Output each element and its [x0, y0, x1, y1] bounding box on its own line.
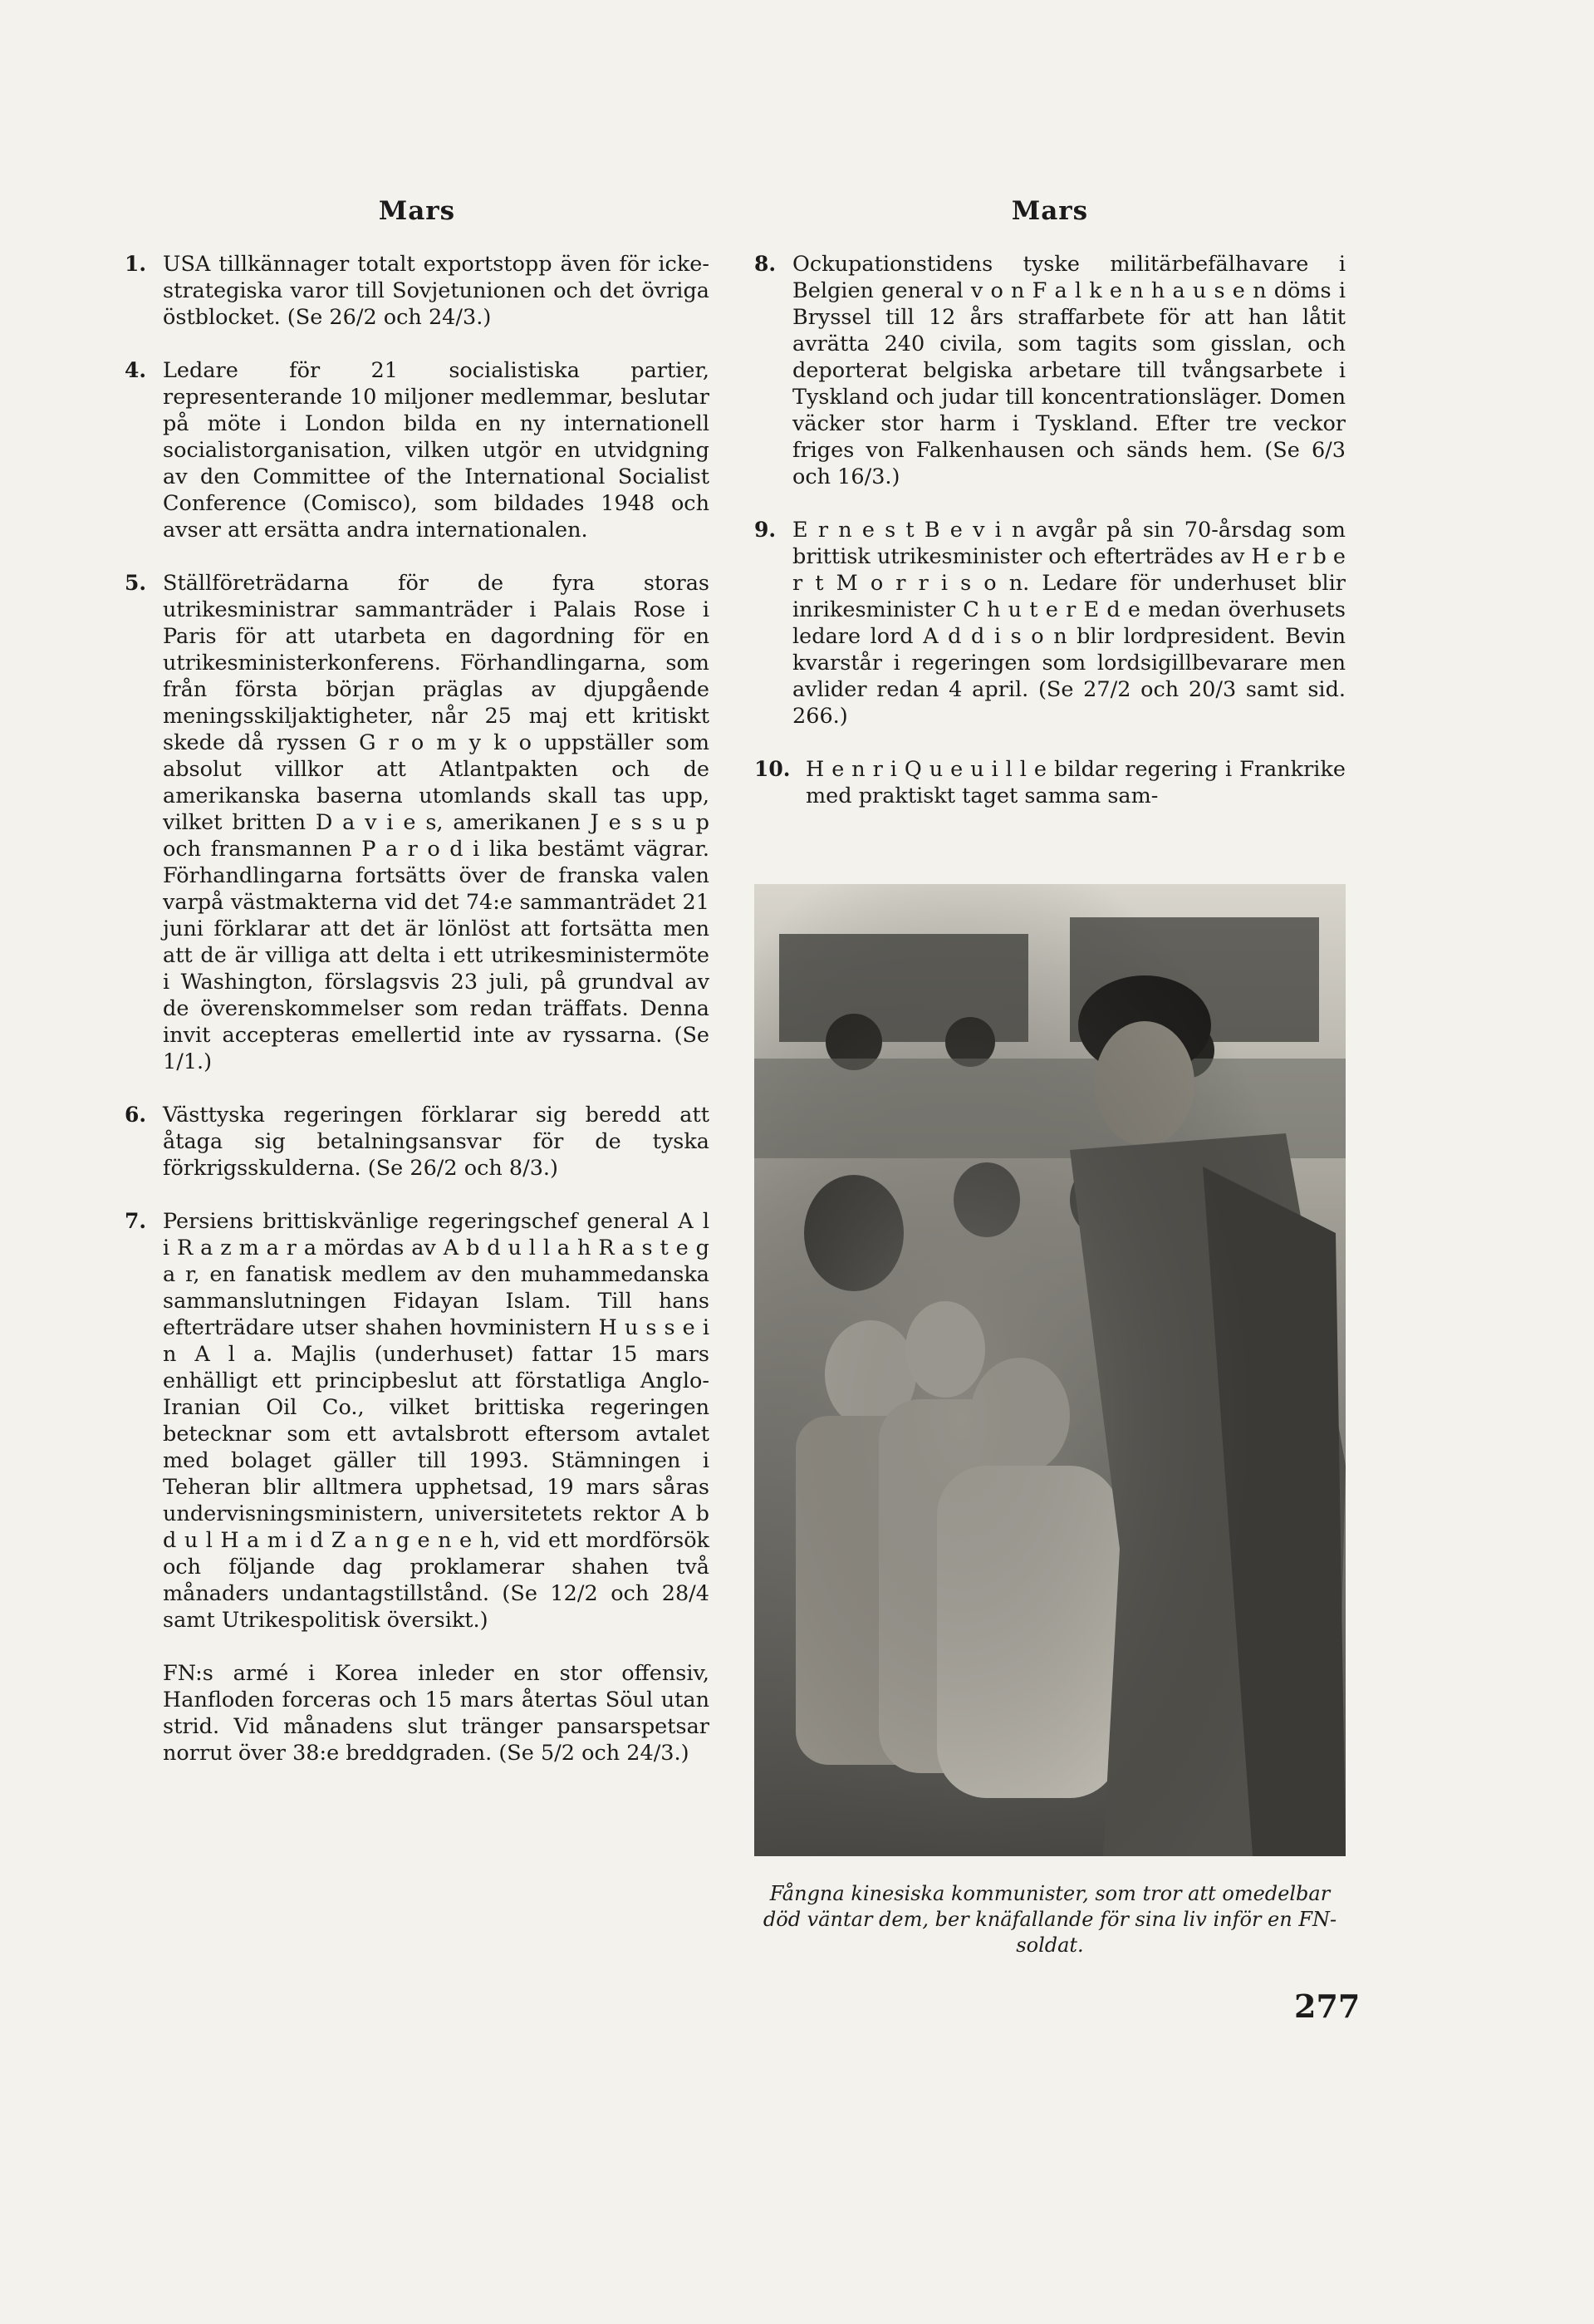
entry-text: Ställföreträdarna för de fyra storas utrikesministrar sammanträder i Palais Rose i Paris för att utarbeta en dagordning för en utrikesministerkonferens. Förhandlingarna, som från första början präglas av djupgående meningsskiljaktigheter, når 25 maj ett kritiskt skede då ryssen G r o m y k o uppställer som absolut villkor att Atlantpakten och de amerikanska baserna utomlands skall tas upp, vilket britten D a v i e s, amerikanen J e s s u p och fransmannen P a r o d i lika bestämt vägrar. Förhandlingarna fortsätts över de franska valen varpå västmakterna vid det 74:e sammanträdet 21 juni förklarar att det är lönlöst att fortsätta men att de är villiga att delta i ett utrikesministermöte i Washington, förslagsvis 23 juli, på grundval av de överenskommelser som redan träffats. Denna invit accepteras emellertid inte av ryssarna. (Se 1/1.)	[163, 571, 709, 1074]
entry-text: FN:s armé i Korea inleder en stor offensiv, Hanfloden forceras och 15 mars återtas Söul utan strid. Vid månadens slut tränger pansarspetsar norrut över 38:e breddgraden. (Se 5/2 och 24/3.)	[163, 1661, 709, 1766]
entry-date: 7.	[125, 1209, 147, 1233]
month-heading-left: Mars	[378, 196, 456, 226]
entry-text: Västtyska regeringen förklarar sig beredd att åtaga sig betalningsansvar för de tyska förkrigsskulderna. (Se 26/2 och 8/3.)	[163, 1103, 709, 1181]
chronicle-entry	[754, 251, 1346, 490]
month-heading-right: Mars	[1011, 196, 1089, 226]
chronicle-entry	[125, 251, 709, 331]
entry-date: 5.	[125, 571, 147, 595]
entry-text: H e n r i Q u e u i l l e bildar regering i Frankrike med praktiskt taget samma sam-	[806, 757, 1346, 808]
chronicle-entry	[125, 1208, 709, 1634]
photo-figure	[754, 884, 1346, 1958]
entry-date: 4.	[125, 358, 147, 382]
entry-date: 6.	[125, 1103, 147, 1127]
chronicle-entry	[754, 756, 1346, 809]
entry-text: Persiens brittiskvänlige regeringschef general A l i R a z m a r a mördas av A b d u l l a h R a s t e g a r, en fanatisk medlem av den muhammedanska sammanslutningen Fidayan Islam. Till hans efterträdare utser shahen hovministern H u s s e i n A l a. Majlis (underhuset) fattar 15 mars enhälligt ett principbeslut att förstatliga Anglo-Iranian Oil Co., vilket brittiska regeringen betecknar som ett avtalsbrott eftersom avtalet med bolaget gäller till 1993. Stämningen i Teheran blir alltmera upphetsad, 19 mars såras undervisningsministern, universitetets rektor A b d u l H a m i d Z a n g e n e h, vid ett mordförsök och följande dag proklamerar shahen två månaders undantagstillstånd. (Se 12/2 och 28/4 samt Utrikespolitisk översikt.)	[163, 1209, 709, 1633]
right-column	[754, 196, 1346, 836]
entry-text: Ledare för 21 socialistiska partier, representerande 10 miljoner medlemmar, beslutar på möte i London bilda en ny internationell socialistorganisation, vilken utgör en utvidgning av den Committee of the International Socialist Conference (Comisco), som bildades 1948 och avser att ersätta andra internationalen.	[163, 358, 709, 543]
entry-date: 10.	[754, 757, 791, 781]
war-photograph	[754, 884, 1346, 1856]
chronicle-entry	[125, 1102, 709, 1182]
entry-date: 9.	[754, 518, 777, 542]
entry-text: E r n e s t B e v i n avgår på sin 70-årsdag som brittisk utrikesminister och efterträdes av H e r b e r t M o r r i s o n. Ledare för underhuset blir inrikesminister C h u t e r E d e medan överhusets ledare lord A d d i s o n blir lordpresident. Bevin kvarstår i regeringen som lordsigillbevarare men avlider redan 4 april. (Se 27/2 och 20/3 samt sid. 266.)	[792, 518, 1346, 729]
chronicle-entry	[125, 570, 709, 1075]
photo-caption: Fångna kinesiska kommunister, som tror att omedelbar död väntar dem, ber knäfallande för sina liv inför en FN-soldat.	[763, 1882, 1337, 1957]
left-column	[125, 196, 709, 1793]
chronicle-entry	[754, 517, 1346, 730]
chronicle-entry	[125, 357, 709, 543]
page-number: 277	[1294, 1987, 1361, 2025]
chronicle-entry-continuation	[125, 1660, 709, 1766]
entry-text: USA tillkännager totalt exportstopp även för icke-strategiska varor till Sovjetunionen och det övriga östblocket. (Se 26/2 och 24/3.)	[163, 252, 709, 330]
entry-date: 8.	[754, 252, 777, 276]
entry-text: Ockupationstidens tyske militärbefälhavare i Belgien general v o n F a l k e n h a u s e n döms i Bryssel till 12 års straffarbete för att han låtit avrätta 240 civila, som tagits som gisslan, och deporterat belgiska arbetare till tvångsarbete i Tyskland och judar till koncentrationsläger. Domen väcker stor harm i Tyskland. Efter tre veckor friges von Falkenhausen och sänds hem. (Se 6/3 och 16/3.)	[792, 252, 1346, 489]
entry-date: 1.	[125, 252, 147, 276]
